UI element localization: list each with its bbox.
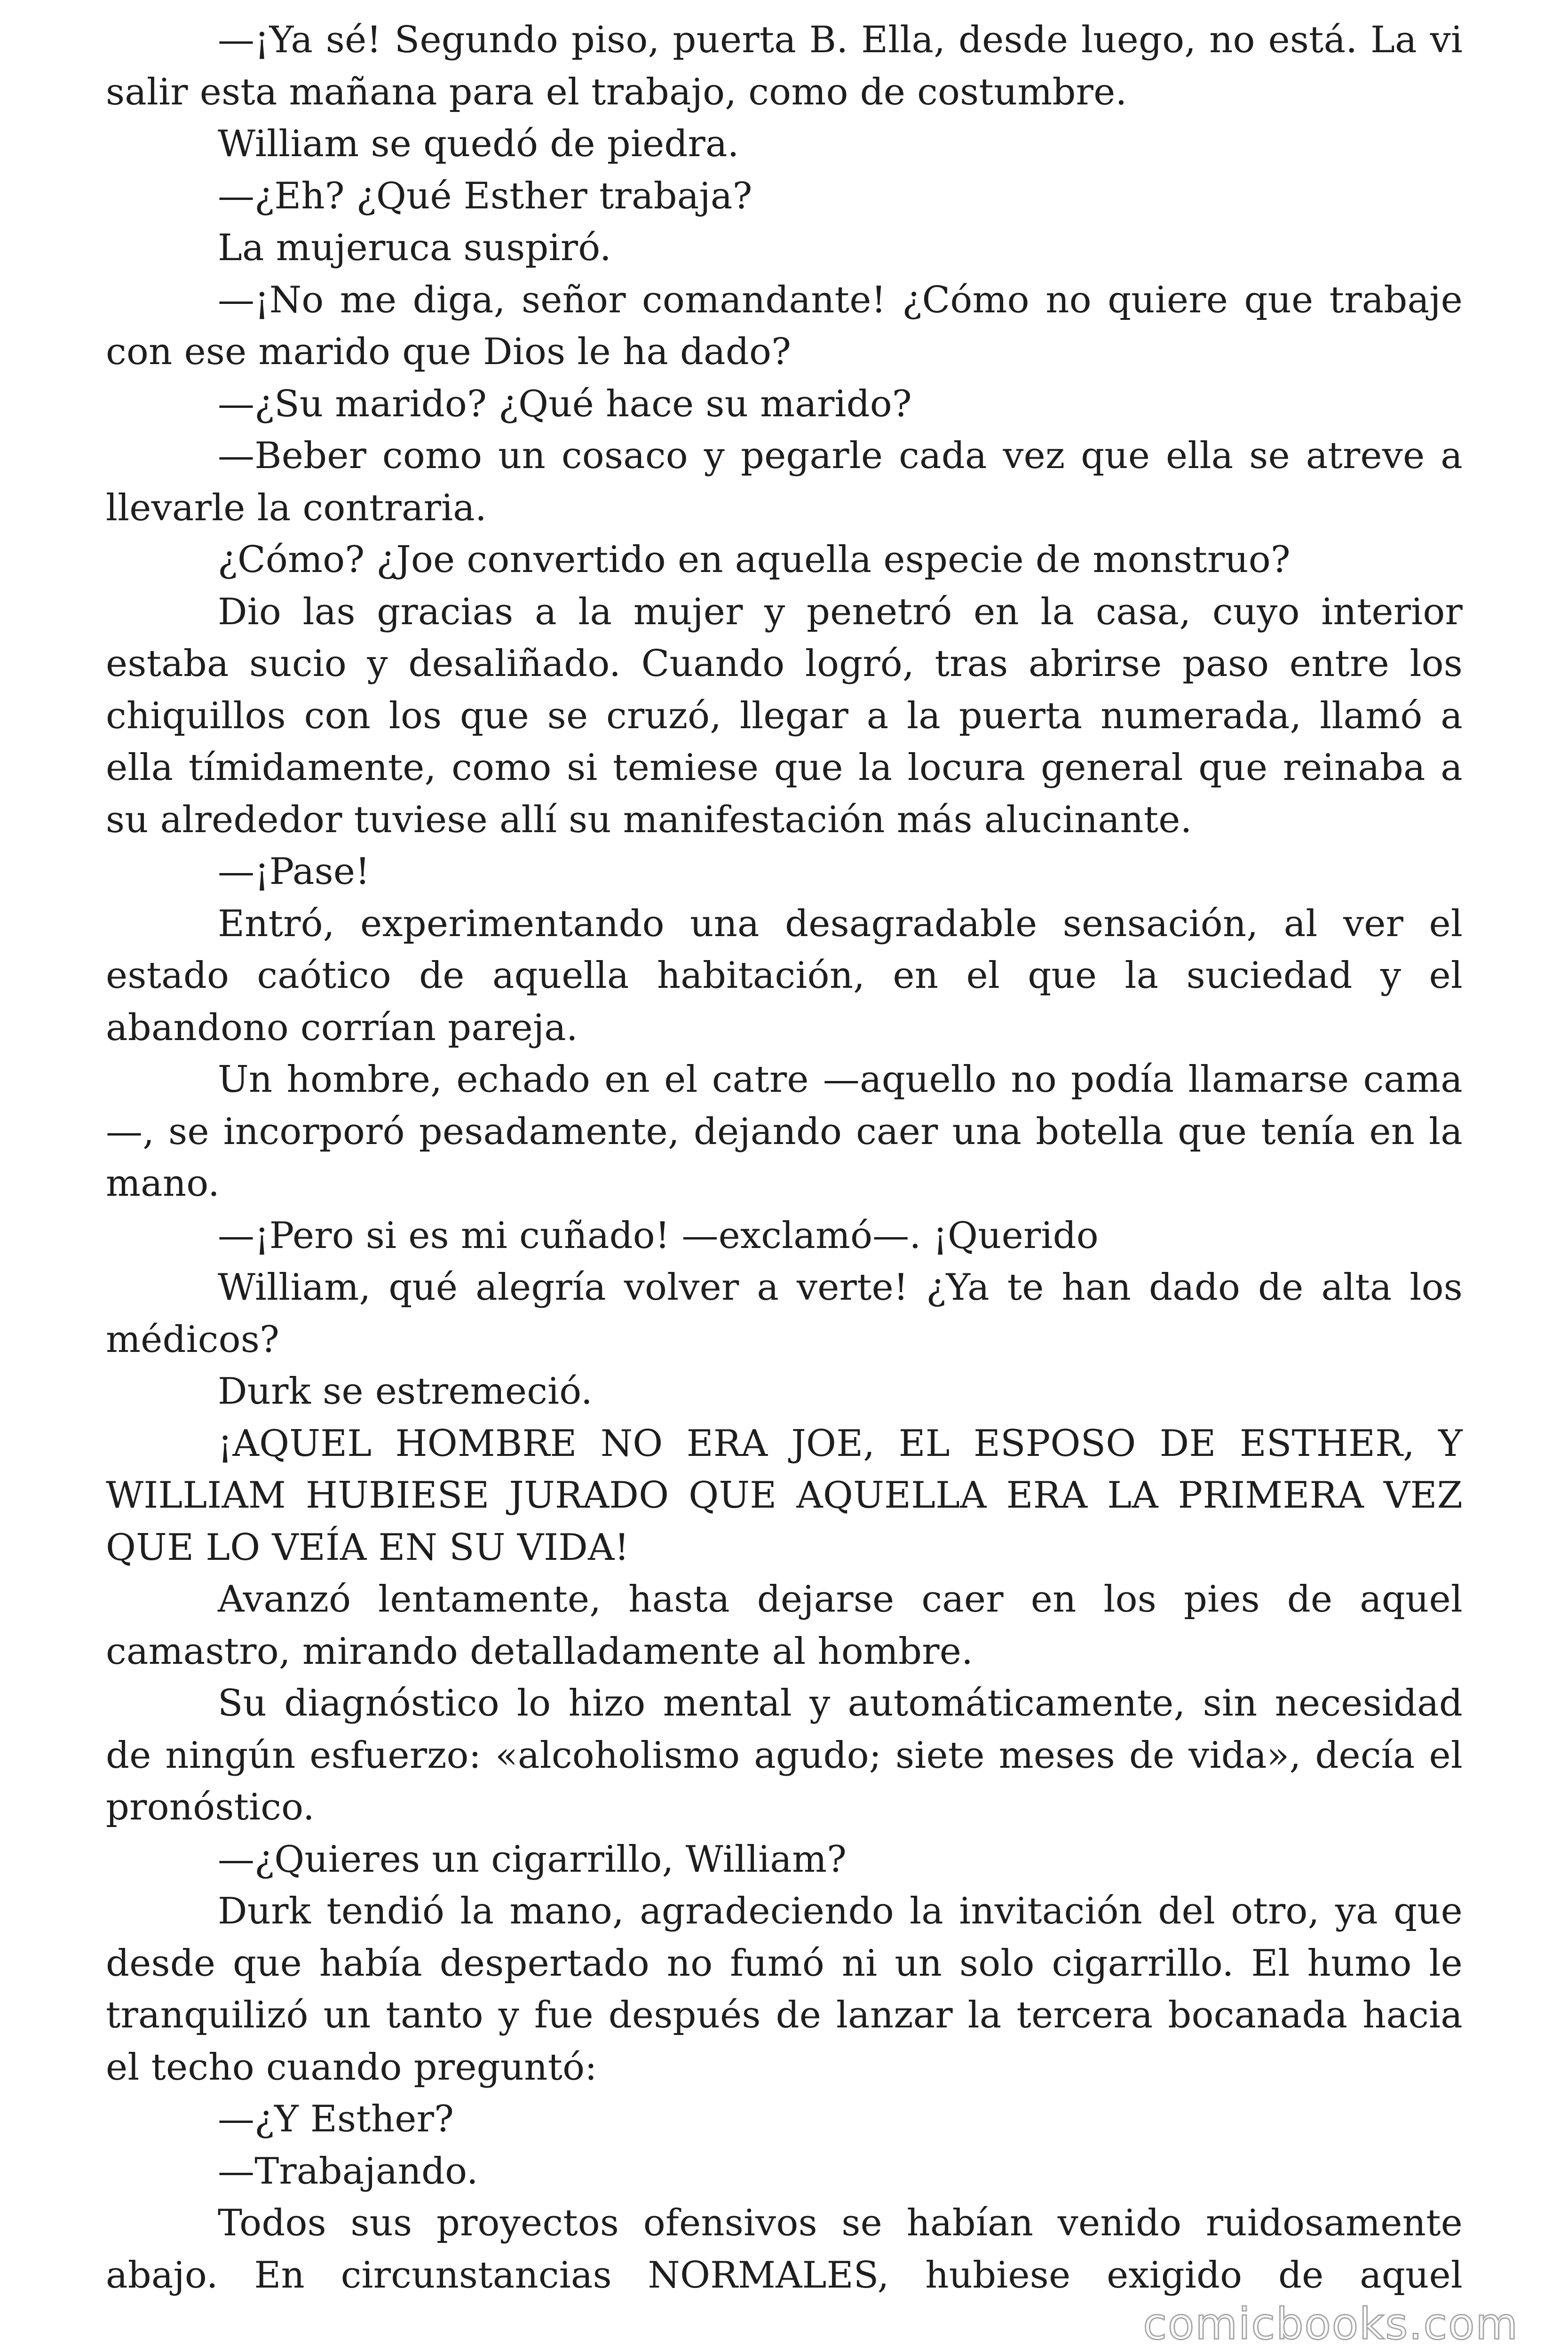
paragraph: —¡Pase!	[218, 850, 370, 893]
paragraph: Avanzó lentamente, hasta dejarse caer en los pies de aquel camastro, mirando detalladamente al hombre.	[106, 1578, 1463, 1673]
paragraph: Todos sus proyectos ofensivos se habían venido ruidosamente abajo. En circunstancias NORMALES, hubiese exigido de aquel	[106, 2202, 1463, 2296]
paragraph: —¿Quieres un cigarrillo, William?	[218, 1838, 847, 1881]
paragraph: —¡No me diga, señor comandante! ¿Cómo no quiere que trabaje con ese marido que Dios le ha dado?	[106, 278, 1463, 373]
paragraph: —¡Ya sé! Segundo piso, puerta B. Ella, desde luego, no está. La vi salir esta mañana para el trabajo, como de costumbre.	[106, 19, 1463, 113]
paragraph: Su diagnóstico lo hizo mental y automáticamente, sin necesidad de ningún esfuerzo: «alcoholismo agudo; siete meses de vida», decía el pronóstico.	[106, 1682, 1463, 1828]
paragraph: ¡AQUEL HOMBRE NO ERA JOE, EL ESPOSO DE ESTHER, Y WILLIAM HUBIESE JURADO QUE AQUELLA ERA LA PRIMERA VEZ QUE LO VEÍA EN SU VIDA!	[106, 1422, 1463, 1569]
page-body	[106, 14, 1463, 2301]
paragraph: Entró, experimentando una desagradable sensación, al ver el estado caótico de aquella habitación, en el que la suciedad y el abandono corrían pareja.	[106, 902, 1463, 1049]
paragraph: —¡Pero si es mi cuñado! —exclamó—. ¡Querido	[218, 1214, 1099, 1257]
paragraph: —Trabajando.	[218, 2150, 478, 2193]
paragraph: —¿Y Esther?	[218, 2098, 454, 2140]
paragraph: Durk se estremeció.	[218, 1370, 593, 1413]
paragraph: William, qué alegría volver a verte! ¿Ya te han dado de alta los médicos?	[106, 1266, 1463, 1361]
paragraph: William se quedó de piedra.	[218, 123, 739, 165]
paragraph: Durk tendió la mano, agradeciendo la invitación del otro, ya que desde que había despertado no fumó ni un solo cigarrillo. El humo le tranquilizó un tanto y fue después de lanzar la tercera bocanada hacia el techo cuando preguntó:	[106, 1890, 1463, 2089]
paragraph: Dio las gracias a la mujer y penetró en la casa, cuyo interior estaba sucio y desaliñado. Cuando logró, tras abrirse paso entre los chiquillos con los que se cruzó, llegar a la puerta numerada, llamó a ella tímidamente, como si temiese que la locura general que reinaba a su alrededor tuviese allí su manifestación más alucinante.	[106, 590, 1463, 841]
paragraph: ¿Cómo? ¿Joe convertido en aquella especie de monstruo?	[218, 539, 1291, 581]
paragraph: —¿Eh? ¿Qué Esther trabaja?	[218, 175, 752, 217]
paragraph: Un hombre, echado en el catre —aquello no podía llamarse cama—, se incorporó pesadamente, dejando caer una botella que tenía en la mano.	[106, 1058, 1463, 1205]
paragraph: La mujeruca suspiró.	[218, 227, 611, 269]
watermark-logo: comicbooks.com	[1143, 2299, 1519, 2349]
paragraph: —¿Su marido? ¿Qué hace su marido?	[218, 382, 912, 425]
paragraph: —Beber como un cosaco y pegarle cada vez que ella se atreve a llevarle la contraria.	[106, 435, 1463, 529]
